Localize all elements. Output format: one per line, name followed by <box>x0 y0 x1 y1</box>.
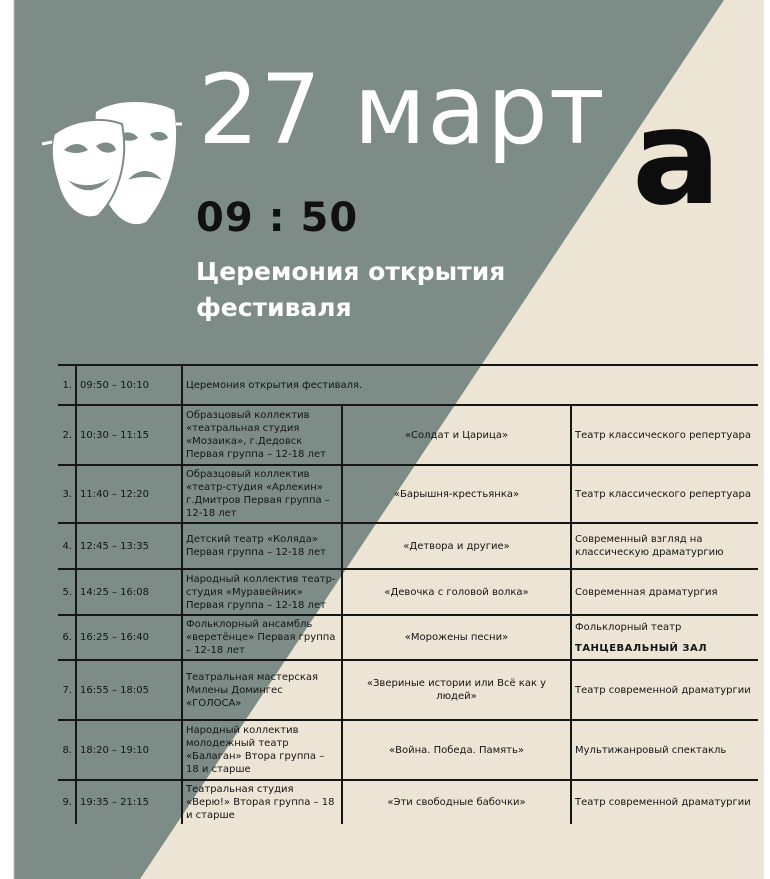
row-genre <box>571 780 758 824</box>
row-genre <box>571 405 758 465</box>
row-genre-text: Современный взгляд на классическую драматургию <box>575 534 724 558</box>
event-line-2: фестиваля <box>196 293 352 322</box>
row-play: «Морожены песни» <box>342 615 571 660</box>
row-genre-text: Мультижанровый спектакль <box>575 744 727 756</box>
schedule-row <box>58 523 758 569</box>
schedule-table <box>58 364 758 824</box>
schedule-row <box>58 465 758 523</box>
row-time: 14:25 – 16:08 <box>76 569 182 615</box>
row-play: «Солдат и Царица» <box>342 405 571 465</box>
row-play: «Девочка с головой волка» <box>342 569 571 615</box>
row-genre <box>571 615 758 660</box>
row-number: 8. <box>58 720 76 780</box>
schedule-row <box>58 405 758 465</box>
opening-time: 09 : 50 <box>196 195 359 241</box>
row-genre-text: Театр классического репертуара <box>575 429 751 441</box>
date-title: 27 март <box>198 54 606 166</box>
schedule-row <box>58 720 758 780</box>
row-play: «Звериные истории или Всё как у людей» <box>342 660 571 720</box>
row-genre-text: Театр современной драматургии <box>575 797 751 808</box>
row-genre-text: Театр современной драматургии <box>575 684 751 696</box>
row-number: 9. <box>58 780 76 824</box>
row-time: 12:45 – 13:35 <box>76 523 182 569</box>
row-genre-text: Современная драматургия <box>575 586 718 598</box>
row-collective: Образцовый коллектив «театральная студия «Мозаика», г.Дедовск Первая группа – 12-18 лет <box>182 405 342 465</box>
event-line-1: Церемония открытия <box>196 257 506 286</box>
row-collective: Театральная мастерская Милены Домингес «ГОЛОСА» <box>182 660 342 720</box>
row-hall: ТАНЦЕВАЛЬНЫЙ ЗАЛ <box>575 642 708 654</box>
row-collective: Народный коллектив театр-студия «Муравейник» Первая группа – 12-18 лет <box>182 569 342 615</box>
row-number: 7. <box>58 660 76 720</box>
schedule-row <box>58 365 758 405</box>
row-collective: Фольклорный ансамбль «веретёнце» Первая группа – 12-18 лет <box>182 615 342 660</box>
row-play: «Эти свободные бабочки» <box>342 780 571 824</box>
schedule-row <box>58 780 758 824</box>
row-time: 18:20 – 19:10 <box>76 720 182 780</box>
opening-event <box>196 254 576 326</box>
row-number: 5. <box>58 569 76 615</box>
row-collective: Народный коллектив молодежный театр «Балаган» Втора группа – 18 и старше <box>182 720 342 780</box>
row-time: 19:35 – 21:15 <box>76 780 182 824</box>
row-play: «Война. Победа. Память» <box>342 720 571 780</box>
row-number: 6. <box>58 615 76 660</box>
row-collective: Церемония открытия фестиваля. <box>182 365 758 405</box>
row-number: 3. <box>58 465 76 523</box>
row-genre <box>571 569 758 615</box>
date-suffix: а <box>632 81 722 235</box>
row-time: 16:25 – 16:40 <box>76 615 182 660</box>
row-genre <box>571 660 758 720</box>
row-time: 09:50 – 10:10 <box>76 365 182 405</box>
row-time: 10:30 – 11:15 <box>76 405 182 465</box>
row-genre-text: Фольклорный театр <box>575 621 682 633</box>
row-genre-text: Театр классического репертуара <box>575 488 751 500</box>
row-collective: Театральная студия «Верю!» Вторая группа – 18 и старше <box>182 780 342 824</box>
row-number: 2. <box>58 405 76 465</box>
row-collective: Образцовый коллектив «театр-студия «Арлекин» г.Дмитров Первая группа – 12-18 лет <box>182 465 342 523</box>
row-genre <box>571 720 758 780</box>
row-time: 16:55 – 18:05 <box>76 660 182 720</box>
row-play: «Детвора и другие» <box>342 523 571 569</box>
row-play: «Барышня-крестьянка» <box>342 465 571 523</box>
row-collective: Детский театр «Коляда» Первая группа – 12-18 лет <box>182 523 342 569</box>
row-genre <box>571 465 758 523</box>
row-number: 4. <box>58 523 76 569</box>
schedule-row <box>58 569 758 615</box>
row-time: 11:40 – 12:20 <box>76 465 182 523</box>
schedule-body <box>58 365 758 824</box>
row-number: 1. <box>58 365 76 405</box>
row-genre <box>571 523 758 569</box>
schedule-row <box>58 660 758 720</box>
schedule-row <box>58 615 758 660</box>
theater-masks-icon <box>34 84 184 234</box>
